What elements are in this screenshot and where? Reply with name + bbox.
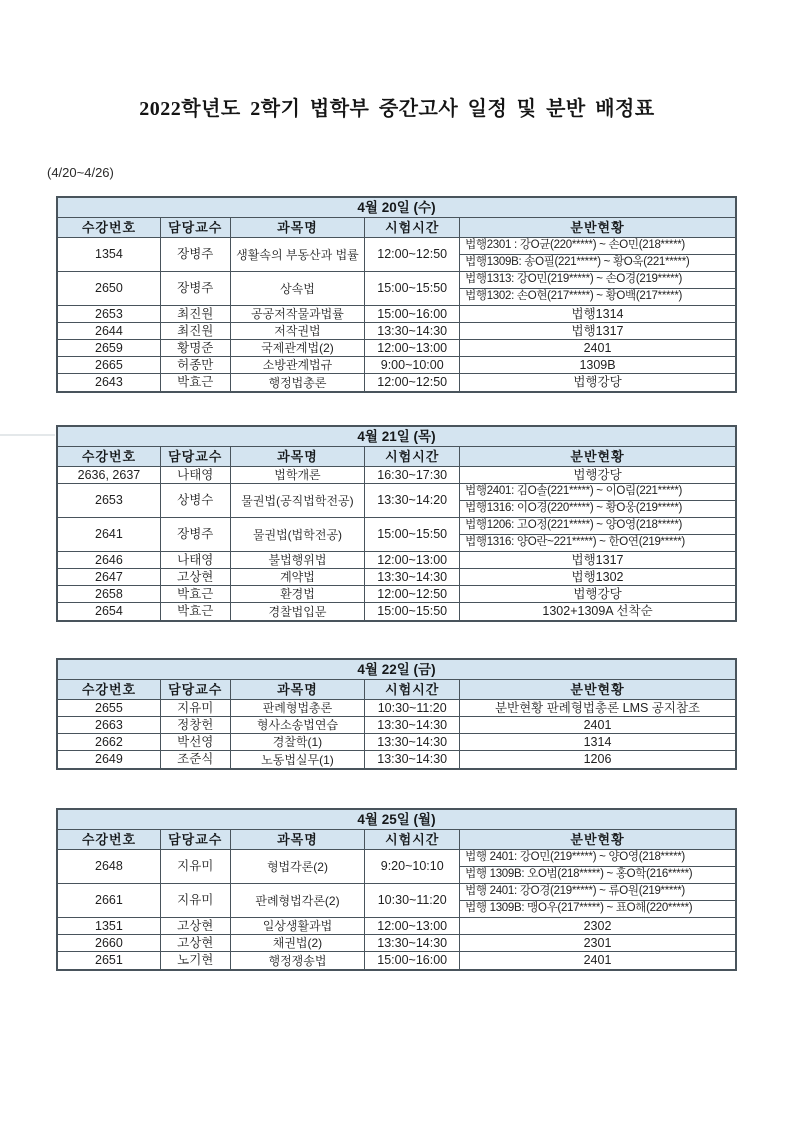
section-line: 법행1302 bbox=[571, 569, 624, 584]
professor-cell: 지유미 bbox=[161, 850, 231, 883]
professor-cell: 지유미 bbox=[161, 884, 231, 917]
professor-cell: 고상현 bbox=[161, 935, 231, 951]
professor-cell: 고상현 bbox=[161, 918, 231, 934]
professor-cell: 정창헌 bbox=[161, 717, 231, 733]
subject-cell: 일상생활과법 bbox=[231, 918, 366, 934]
table-row bbox=[58, 569, 735, 586]
table-row bbox=[58, 518, 735, 552]
section-line: 법행1302: 손O현(217*****) ~ 황O백(217*****) bbox=[465, 290, 683, 303]
table-date-label: 4월 20일 (수) bbox=[58, 198, 735, 218]
professor-cell: 최진원 bbox=[161, 323, 231, 339]
subject-cell: 경찰학(1) bbox=[231, 734, 366, 750]
section-line: 1302+1309A 선착순 bbox=[542, 604, 653, 619]
exam-day-table bbox=[56, 425, 737, 622]
time-cell: 10:30~11:20 bbox=[365, 884, 460, 917]
sections-cell bbox=[460, 884, 735, 917]
section-line: 법행1314 bbox=[571, 306, 624, 321]
section-line: 법행1317 bbox=[571, 552, 624, 567]
time-cell: 12:00~12:50 bbox=[365, 586, 460, 602]
column-header: 시험시간 bbox=[365, 680, 460, 699]
column-header: 분반현황 bbox=[570, 682, 625, 697]
subject-cell: 국제관계법(2) bbox=[231, 340, 366, 356]
time-cell: 12:00~12:50 bbox=[365, 238, 460, 271]
course-no-cell: 2650 bbox=[58, 272, 161, 305]
time-cell: 15:00~15:50 bbox=[365, 518, 460, 551]
professor-cell: 최진원 bbox=[161, 306, 231, 322]
column-header: 분반현황 bbox=[570, 220, 625, 235]
section-line: 2302 bbox=[583, 918, 612, 933]
section-line: 법행1309B: 송O필(221*****) ~ 황O욱(221*****) bbox=[465, 256, 690, 269]
subject-cell: 판례형법총론 bbox=[231, 700, 366, 716]
subject-cell: 생활속의 부동산과 법률 bbox=[231, 238, 366, 271]
table-row bbox=[58, 374, 735, 391]
sections-cell bbox=[460, 935, 735, 951]
table-row bbox=[58, 734, 735, 751]
table-row bbox=[58, 586, 735, 603]
table-row bbox=[58, 306, 735, 323]
subject-cell: 형법각론(2) bbox=[231, 850, 366, 883]
course-no-cell: 2655 bbox=[58, 700, 161, 716]
sections-cell bbox=[460, 552, 735, 568]
exam-day-table bbox=[56, 196, 737, 393]
professor-cell: 고상현 bbox=[161, 569, 231, 585]
exam-day-table bbox=[56, 658, 737, 770]
sections-cell bbox=[460, 518, 735, 551]
column-header: 수강번호 bbox=[58, 680, 161, 699]
subject-cell: 채권법(2) bbox=[231, 935, 366, 951]
subject-cell: 공공저작물과법률 bbox=[231, 306, 366, 322]
professor-cell: 장병주 bbox=[161, 238, 231, 271]
course-no-cell: 2636, 2637 bbox=[58, 467, 161, 483]
course-no-cell: 2653 bbox=[58, 306, 161, 322]
course-no-cell: 2649 bbox=[58, 751, 161, 768]
time-cell: 12:00~12:50 bbox=[365, 374, 460, 391]
table-row bbox=[58, 884, 735, 918]
table-row bbox=[58, 850, 735, 884]
sections-cell bbox=[460, 918, 735, 934]
subject-cell: 계약법 bbox=[231, 569, 366, 585]
time-cell: 10:30~11:20 bbox=[365, 700, 460, 716]
course-no-cell: 2663 bbox=[58, 717, 161, 733]
course-no-cell: 2653 bbox=[58, 484, 161, 517]
section-line: 법행1316: 이O경(220*****) ~ 황O웅(219*****) bbox=[465, 502, 683, 515]
subject-cell: 노동법실무(1) bbox=[231, 751, 366, 768]
course-no-cell: 2660 bbox=[58, 935, 161, 951]
professor-cell: 허종만 bbox=[161, 357, 231, 373]
course-no-cell: 2654 bbox=[58, 603, 161, 620]
sections-cell bbox=[460, 272, 735, 305]
time-cell: 13:30~14:20 bbox=[365, 484, 460, 517]
column-header: 수강번호 bbox=[58, 218, 161, 237]
section-line: 법행 2401: 강O경(219*****) ~ 류O원(219*****) bbox=[460, 884, 735, 901]
exam-day-table bbox=[56, 808, 737, 971]
section-line: 법행2401: 김O솔(221*****) ~ 이O림(221*****) bbox=[460, 484, 735, 501]
subject-cell: 법학개론 bbox=[231, 467, 366, 483]
column-header: 담당교수 bbox=[161, 830, 231, 849]
course-no-cell: 2662 bbox=[58, 734, 161, 750]
section-line: 법행 1309B: 맹O우(217*****) ~ 표O해(220*****) bbox=[465, 902, 693, 915]
sections-cell bbox=[460, 952, 735, 969]
column-header: 담당교수 bbox=[161, 680, 231, 699]
course-no-cell: 1354 bbox=[58, 238, 161, 271]
time-cell: 15:00~15:50 bbox=[365, 603, 460, 620]
column-header: 담당교수 bbox=[161, 447, 231, 466]
column-header: 과목명 bbox=[231, 447, 366, 466]
section-line: 법행 1309B: 오O범(218*****) ~ 홍O학(216*****) bbox=[465, 868, 693, 881]
time-cell: 13:30~14:30 bbox=[365, 751, 460, 768]
time-cell: 15:00~16:00 bbox=[365, 306, 460, 322]
column-header: 분반현황 bbox=[570, 832, 625, 847]
section-line: 법행강당 bbox=[573, 375, 622, 390]
table-column-headers bbox=[58, 680, 735, 700]
table-row bbox=[58, 323, 735, 340]
course-no-cell: 2643 bbox=[58, 374, 161, 391]
section-line: 2401 bbox=[583, 340, 612, 355]
section-line: 법행 2401: 강O민(219*****) ~ 양O영(218*****) bbox=[460, 850, 735, 867]
table-row bbox=[58, 484, 735, 518]
section-line: 법행2301 : 강O균(220*****) ~ 손O민(218*****) bbox=[460, 238, 735, 255]
time-cell: 13:30~14:30 bbox=[365, 935, 460, 951]
subject-cell: 판례형법각론(2) bbox=[231, 884, 366, 917]
section-line: 법행1313: 강O민(219*****) ~ 손O경(219*****) bbox=[460, 272, 735, 289]
section-line: 법행1206: 고O정(221*****) ~ 양O영(218*****) bbox=[460, 518, 735, 535]
column-header: 수강번호 bbox=[58, 830, 161, 849]
sections-cell bbox=[460, 484, 735, 517]
course-no-cell: 2646 bbox=[58, 552, 161, 568]
time-cell: 12:00~13:00 bbox=[365, 918, 460, 934]
column-header: 과목명 bbox=[231, 830, 366, 849]
sections-cell bbox=[460, 569, 735, 585]
subject-cell: 불법행위법 bbox=[231, 552, 366, 568]
sections-cell bbox=[460, 850, 735, 883]
sections-cell bbox=[460, 340, 735, 356]
sections-cell bbox=[460, 603, 735, 620]
column-header: 과목명 bbox=[231, 218, 366, 237]
subject-cell: 물권법(법학전공) bbox=[231, 518, 366, 551]
section-line: 2401 bbox=[583, 717, 612, 732]
sections-cell bbox=[460, 306, 735, 322]
section-line: 1309B bbox=[579, 357, 616, 372]
professor-cell: 장병주 bbox=[161, 518, 231, 551]
table-row bbox=[58, 952, 735, 969]
table-date-label: 4월 22일 (금) bbox=[58, 660, 735, 680]
professor-cell: 나태영 bbox=[161, 467, 231, 483]
column-header: 시험시간 bbox=[365, 447, 460, 466]
table-column-headers bbox=[58, 830, 735, 850]
course-no-cell: 2644 bbox=[58, 323, 161, 339]
professor-cell: 조준식 bbox=[161, 751, 231, 768]
sections-cell bbox=[460, 374, 735, 391]
column-header: 담당교수 bbox=[161, 218, 231, 237]
professor-cell: 지유미 bbox=[161, 700, 231, 716]
column-header: 시험시간 bbox=[365, 830, 460, 849]
time-cell: 9:20~10:10 bbox=[365, 850, 460, 883]
course-no-cell: 2661 bbox=[58, 884, 161, 917]
time-cell: 12:00~13:00 bbox=[365, 552, 460, 568]
sections-cell bbox=[460, 323, 735, 339]
sections-cell bbox=[460, 238, 735, 271]
sections-cell bbox=[460, 717, 735, 733]
subject-cell: 물권법(공직법학전공) bbox=[231, 484, 366, 517]
subject-cell: 경찰법입문 bbox=[231, 603, 366, 620]
time-cell: 13:30~14:30 bbox=[365, 717, 460, 733]
professor-cell: 박효근 bbox=[161, 603, 231, 620]
subject-cell: 상속법 bbox=[231, 272, 366, 305]
date-range-note: (4/20~4/26) bbox=[47, 165, 114, 180]
column-header: 수강번호 bbox=[58, 447, 161, 466]
table-column-headers bbox=[58, 447, 735, 467]
section-line: 법행1317 bbox=[571, 323, 624, 338]
table-row bbox=[58, 717, 735, 734]
course-no-cell: 2647 bbox=[58, 569, 161, 585]
time-cell: 9:00~10:00 bbox=[365, 357, 460, 373]
table-row bbox=[58, 552, 735, 569]
sections-cell bbox=[460, 357, 735, 373]
course-no-cell: 2659 bbox=[58, 340, 161, 356]
table-row bbox=[58, 603, 735, 620]
course-no-cell: 2665 bbox=[58, 357, 161, 373]
column-header: 과목명 bbox=[231, 680, 366, 699]
course-no-cell: 2651 bbox=[58, 952, 161, 969]
table-row bbox=[58, 751, 735, 768]
table-column-headers bbox=[58, 218, 735, 238]
table-row bbox=[58, 357, 735, 374]
table-row bbox=[58, 935, 735, 952]
professor-cell: 상병수 bbox=[161, 484, 231, 517]
sections-cell bbox=[460, 467, 735, 483]
section-line: 1314 bbox=[583, 734, 612, 749]
table-row bbox=[58, 918, 735, 935]
table-row bbox=[58, 340, 735, 357]
sections-cell bbox=[460, 700, 735, 716]
course-no-cell: 2641 bbox=[58, 518, 161, 551]
course-no-cell: 2658 bbox=[58, 586, 161, 602]
subject-cell: 환경법 bbox=[231, 586, 366, 602]
table-row bbox=[58, 700, 735, 717]
subject-cell: 행정법총론 bbox=[231, 374, 366, 391]
time-cell: 15:00~16:00 bbox=[365, 952, 460, 969]
section-line: 분반현황 판례형법총론 LMS 공지참조 bbox=[494, 700, 701, 715]
column-header: 분반현황 bbox=[570, 449, 625, 464]
section-line: 법행강당 bbox=[573, 467, 622, 482]
table-date-label: 4월 25일 (월) bbox=[58, 810, 735, 830]
professor-cell: 황명준 bbox=[161, 340, 231, 356]
table-row bbox=[58, 272, 735, 306]
subject-cell: 행정쟁송법 bbox=[231, 952, 366, 969]
section-line: 법행1316: 양O란~221*****) ~ 한O연(219*****) bbox=[465, 536, 685, 549]
scan-artifact-line bbox=[0, 434, 55, 436]
professor-cell: 박효근 bbox=[161, 586, 231, 602]
time-cell: 13:30~14:30 bbox=[365, 323, 460, 339]
time-cell: 15:00~15:50 bbox=[365, 272, 460, 305]
table-row bbox=[58, 467, 735, 484]
section-line: 2401 bbox=[583, 953, 612, 968]
page-title: 2022학년도 2학기 법학부 중간고사 일정 및 분반 배정표 bbox=[139, 98, 655, 120]
column-header: 시험시간 bbox=[365, 218, 460, 237]
professor-cell: 장병주 bbox=[161, 272, 231, 305]
section-line: 2301 bbox=[583, 935, 612, 950]
sections-cell bbox=[460, 751, 735, 768]
section-line: 1206 bbox=[583, 752, 612, 767]
professor-cell: 나태영 bbox=[161, 552, 231, 568]
sections-cell bbox=[460, 734, 735, 750]
time-cell: 13:30~14:30 bbox=[365, 569, 460, 585]
table-date-label: 4월 21일 (목) bbox=[58, 427, 735, 447]
sections-cell bbox=[460, 586, 735, 602]
course-no-cell: 2648 bbox=[58, 850, 161, 883]
subject-cell: 형사소송법연습 bbox=[231, 717, 366, 733]
professor-cell: 박효근 bbox=[161, 374, 231, 391]
subject-cell: 소방관계법규 bbox=[231, 357, 366, 373]
course-no-cell: 1351 bbox=[58, 918, 161, 934]
section-line: 법행강당 bbox=[573, 586, 622, 601]
subject-cell: 저작권법 bbox=[231, 323, 366, 339]
table-row bbox=[58, 238, 735, 272]
time-cell: 13:30~14:30 bbox=[365, 734, 460, 750]
professor-cell: 박선영 bbox=[161, 734, 231, 750]
time-cell: 12:00~13:00 bbox=[365, 340, 460, 356]
professor-cell: 노기현 bbox=[161, 952, 231, 969]
time-cell: 16:30~17:30 bbox=[365, 467, 460, 483]
